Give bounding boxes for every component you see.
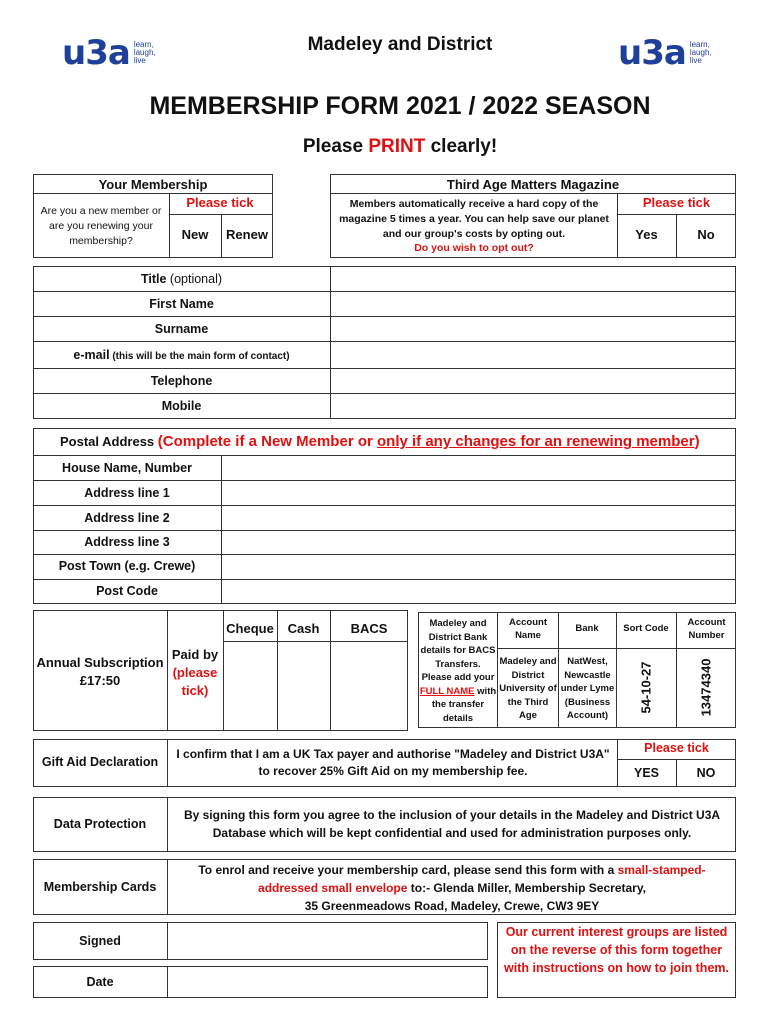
email-field[interactable] (331, 342, 735, 368)
telephone-field[interactable] (331, 369, 735, 393)
sort-code-value: 54-10-27 (638, 661, 654, 714)
bacs-option[interactable]: BACS (350, 621, 388, 636)
page-title: MEMBERSHIP FORM 2021 / 2022 SEASON (149, 92, 651, 120)
membership-question: Are you a new member or are you renewing your membership? (40, 205, 162, 247)
bank-header: Bank (575, 623, 599, 634)
address-line-2-field[interactable] (222, 506, 735, 530)
postal-address-heading: Postal Address (Complete if a New Member or only if any changes for an renewing member) (60, 433, 700, 450)
gift-aid-yes-option[interactable]: YES (633, 766, 659, 780)
address-line-1-field[interactable] (222, 481, 735, 505)
paid-by-label: Paid by (please tick) (171, 647, 219, 698)
print-instruction: Please PRINT clearly! (302, 136, 498, 157)
house-name-field[interactable] (222, 456, 735, 480)
cheque-tick-box[interactable] (224, 642, 276, 730)
address-line-3-field[interactable] (222, 531, 735, 554)
first-name-field[interactable] (331, 292, 735, 316)
cash-tick-box[interactable] (278, 642, 329, 730)
house-name-label: House Name, Number (62, 461, 192, 475)
telephone-label: Telephone (150, 374, 213, 388)
membership-please-tick: Please tick (186, 195, 254, 210)
new-option[interactable]: New (181, 227, 209, 242)
signed-label: Signed (79, 934, 121, 948)
membership-cards-label: Membership Cards (43, 880, 157, 894)
date-field[interactable] (168, 967, 487, 997)
gift-aid-no-option[interactable]: NO (696, 766, 716, 780)
renew-option[interactable]: Renew (226, 227, 268, 242)
mobile-label: Mobile (161, 399, 202, 413)
surname-field[interactable] (331, 317, 735, 341)
date-label: Date (86, 975, 114, 989)
group-name: Madeley and District (307, 34, 493, 55)
data-protection-label: Data Protection (53, 817, 147, 831)
bank-value: NatWest, Newcastle under Lyme (Business Account) (560, 656, 615, 721)
cash-option[interactable]: Cash (287, 621, 320, 636)
u3a-logo-right: u3a learn, laugh, live (618, 33, 712, 73)
mobile-field[interactable] (331, 394, 735, 418)
post-town-label: Post Town (e.g. Crewe) (58, 559, 196, 573)
surname-label: Surname (154, 322, 209, 336)
first-name-label: First Name (149, 297, 214, 311)
magazine-heading: Third Age Matters Magazine (446, 177, 620, 192)
gift-aid-text: I confirm that I am a UK Tax payer and authorise "Madeley and District U3A" to recover 25% Gift Aid on my membership fee. (176, 747, 610, 778)
magazine-please-tick: Please tick (642, 195, 711, 210)
gift-aid-label: Gift Aid Declaration (41, 755, 159, 769)
magazine-no-option[interactable]: No (697, 227, 715, 242)
u3a-logo-left: u3a learn, laugh, live (62, 33, 156, 73)
account-name-header: Account Name (509, 617, 547, 641)
sort-code-header: Sort Code (623, 623, 669, 634)
signature-field[interactable] (168, 923, 487, 959)
cheque-option[interactable]: Cheque (226, 621, 274, 636)
bank-intro: Madeley and District Bank details for BACS Transfers. Please add your FULL NAME with the transfer details (419, 618, 497, 724)
magazine-text: Members automatically receive a hard copy of the magazine 5 times a year. You can help save our planet and our group's costs by opting out. (339, 198, 609, 240)
address-line-1-label: Address line 1 (84, 486, 170, 500)
gift-aid-please-tick: Please tick (644, 741, 709, 755)
account-number-header: Account Number (687, 617, 726, 641)
annual-subscription-label: Annual Subscription £17:50 (36, 655, 164, 688)
account-number-value: 13474340 (698, 658, 714, 717)
post-town-field[interactable] (222, 555, 735, 579)
title-field[interactable] (331, 267, 735, 291)
address-line-2-label: Address line 2 (84, 511, 170, 525)
membership-cards-text: To enrol and receive your membership card, please send this form with a small-stamped-addressed small envelope to:- Glenda Miller, Membership Secretary, 35 Greenmeadows Road, Madeley, Crewe, CW3 9EY (198, 863, 706, 913)
account-name-value: Madeley and District University of the Third Age (499, 656, 557, 721)
membership-heading: Your Membership (98, 177, 208, 192)
interest-groups-note: Our current interest groups are listed on the reverse of this form together with instructions on how to join them. (504, 925, 729, 975)
magazine-opt-out: Do you wish to opt out? (414, 242, 534, 254)
magazine-yes-option[interactable]: Yes (635, 227, 658, 242)
bacs-tick-box[interactable] (331, 642, 407, 730)
data-protection-text: By signing this form you agree to the inclusion of your details in the Madeley and District U3A Database which will be kept confidential and used for administration purposes only. (183, 808, 721, 840)
email-label: e-mail (this will be the main form of contact) (73, 348, 290, 362)
title-label: Title (optional) (140, 272, 223, 286)
address-line-3-label: Address line 3 (84, 535, 170, 549)
post-code-label: Post Code (96, 584, 158, 598)
post-code-field[interactable] (222, 580, 735, 604)
